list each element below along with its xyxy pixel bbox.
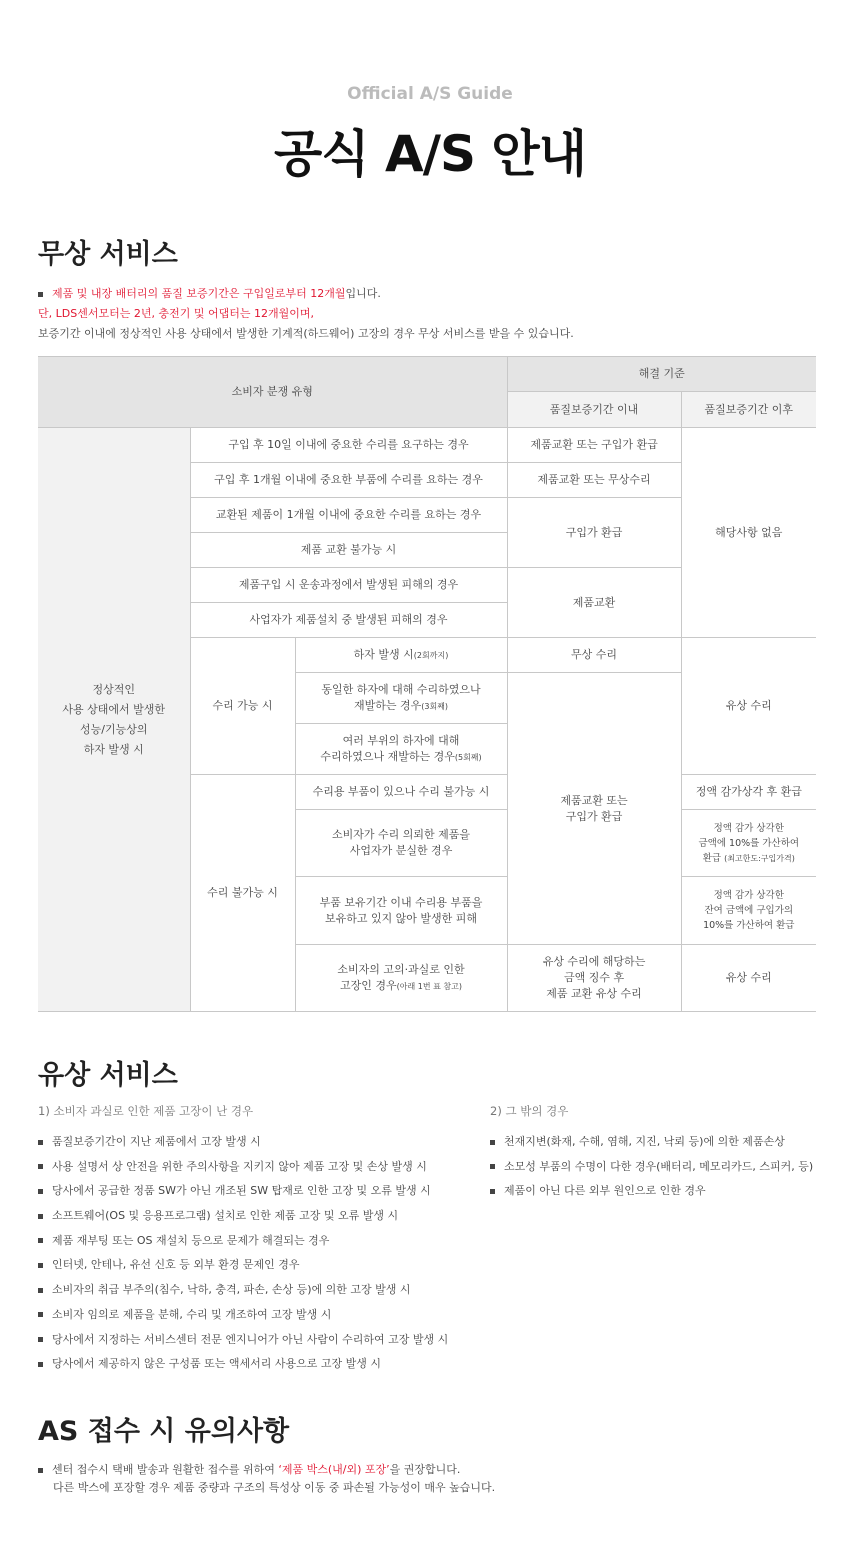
list-item: 제품 재부팅 또는 OS 재설치 등으로 문제가 해결되는 경우 bbox=[38, 1232, 448, 1257]
header-resolution: 해결 기준 bbox=[507, 357, 816, 392]
header-after: 품질보증기간 이후 bbox=[681, 392, 816, 428]
table-cell: 사업자가 제품설치 중 발생된 피해의 경우 bbox=[190, 603, 507, 638]
table-cell: 제품 교환 불가능 시 bbox=[190, 533, 507, 568]
table-cell: 제품교환 bbox=[507, 568, 681, 638]
bullet-icon bbox=[38, 1189, 43, 1194]
notice-heading: AS 접수 시 유의사항 bbox=[38, 1416, 290, 1447]
header-within: 품질보증기간 이내 bbox=[507, 392, 681, 428]
list-item: 당사에서 공급한 정품 SW가 아닌 개조된 SW 탑재로 인한 고장 및 오류 발생 시 bbox=[38, 1182, 448, 1207]
bullet-icon bbox=[38, 1468, 43, 1473]
table-cell: 교환된 제품이 1개월 이내에 중요한 수리를 요하는 경우 bbox=[190, 498, 507, 533]
table-cell: 정액 감가상각 후 환급 bbox=[681, 775, 816, 810]
table-cell: 제품구입 시 운송과정에서 발생된 피해의 경우 bbox=[190, 568, 507, 603]
table-cell: 구입가 환급 bbox=[507, 498, 681, 568]
header-type: 소비자 분쟁 유형 bbox=[38, 357, 507, 428]
bullet-icon bbox=[38, 1288, 43, 1293]
list-item: 당사에서 지정하는 서비스센터 전문 엔지니어가 아닌 사람이 수리하여 고장 발생 시 bbox=[38, 1331, 448, 1356]
table-cell: 정액 감가 상각한 금액에 10%를 가산하여 환급 (최고한도:구입가격) bbox=[681, 810, 816, 877]
page-title: 공식 A/S 안내 bbox=[274, 125, 586, 183]
table-cell: 정액 감가 상각한 잔여 금액에 구입가의 10%를 가산하여 환급 bbox=[681, 877, 816, 945]
bullet-icon bbox=[38, 1263, 43, 1268]
dispute-resolution-table bbox=[38, 356, 816, 1012]
paid-service-heading: 유상 서비스 bbox=[38, 1060, 178, 1091]
table-cell: 수리 불가능 시 bbox=[190, 775, 295, 1012]
page-subtitle: Official A/S Guide bbox=[347, 84, 513, 104]
table-cell: 제품교환 또는 무상수리 bbox=[507, 463, 681, 498]
list-item: 소비자의 취급 부주의(침수, 낙하, 충격, 파손, 손상 등)에 의한 고장 발생 시 bbox=[38, 1281, 448, 1306]
table-cell: 수리용 부품이 있으나 수리 불가능 시 bbox=[295, 775, 507, 810]
category-cell: 정상적인 사용 상태에서 발생한 성능/기능상의 하자 발생 시 bbox=[38, 428, 190, 1012]
list-item: 제품이 아닌 다른 외부 원인으로 인한 경우 bbox=[490, 1182, 813, 1207]
table-cell: 여러 부위의 하자에 대해 수리하였으나 재발하는 경우(5회째) bbox=[295, 724, 507, 775]
paid-list-consumer-fault bbox=[38, 1103, 448, 1380]
bullet-icon bbox=[38, 1238, 43, 1243]
table-cell: 제품교환 또는 구입가 환급 bbox=[507, 673, 681, 945]
table-cell: 무상 수리 bbox=[507, 638, 681, 673]
table-cell: 유상 수리 bbox=[681, 945, 816, 1012]
intro-text: 보증기간 이내에 정상적인 사용 상태에서 발생한 기계적(하드웨어) 고장의 경우 무상 서비스를 받을 수 있습니다. bbox=[38, 327, 574, 340]
list-heading: 2) 그 밖의 경우 bbox=[490, 1104, 569, 1118]
list-heading: 1) 소비자 과실로 인한 제품 고장이 난 경우 bbox=[38, 1104, 254, 1118]
list-item: 천재지변(화재, 수해, 염해, 지진, 낙뢰 등)에 의한 제품손상 bbox=[490, 1133, 813, 1158]
list-item: 소프트웨어(OS 및 응용프로그램) 설치로 인한 제품 고장 및 오류 발생 시 bbox=[38, 1207, 448, 1232]
list-item: 소비자 임의로 제품을 분해, 수리 및 개조하여 고장 발생 시 bbox=[38, 1306, 448, 1331]
table-cell: 제품교환 또는 구입가 환급 bbox=[507, 428, 681, 463]
table-cell: 소비자가 수리 의뢰한 제품을 사업자가 분실한 경우 bbox=[295, 810, 507, 877]
bullet-icon bbox=[38, 292, 43, 297]
list-item: 당사에서 제공하지 않은 구성품 또는 액세서리 사용으로 고장 발생 시 bbox=[38, 1355, 448, 1380]
warranty-exception: 단, LDS센서모터는 2년, 충전기 및 어댑터는 12개월이며, bbox=[38, 307, 314, 320]
table-cell: 유상 수리 bbox=[681, 638, 816, 775]
list-item: 사용 설명서 상 안전을 위한 주의사항을 지키지 않아 제품 고장 및 손상 발생 시 bbox=[38, 1158, 448, 1183]
table-cell: 수리 가능 시 bbox=[190, 638, 295, 775]
bullet-icon bbox=[38, 1214, 43, 1219]
table-cell: 구입 후 10일 이내에 중요한 수리를 요구하는 경우 bbox=[190, 428, 507, 463]
bullet-icon bbox=[490, 1189, 495, 1194]
bullet-icon bbox=[38, 1164, 43, 1169]
table-cell: 동일한 하자에 대해 수리하였으나 재발하는 경우(3회째) bbox=[295, 673, 507, 724]
bullet-icon bbox=[490, 1164, 495, 1169]
notice-text: 센터 접수시 택배 발송과 원활한 접수를 위하여 ‘제품 박스(내/외) 포장’을 권장합니다. 다른 박스에 포장할 경우 제품 중량과 구조의 특성상 이동 중 파손될 가능성이 매우 높습니다. bbox=[38, 1461, 495, 1497]
bullet-icon bbox=[38, 1362, 43, 1367]
warranty-period: 제품 및 내장 배터리의 품질 보증기간은 구입일로부터 12개월 bbox=[52, 287, 346, 300]
list-item: 인터넷, 안테나, 유선 신호 등 외부 환경 문제인 경우 bbox=[38, 1256, 448, 1281]
table-cell: 해당사항 없음 bbox=[681, 428, 816, 638]
free-service-heading: 무상 서비스 bbox=[38, 239, 178, 270]
table-cell: 구입 후 1개월 이내에 중요한 부품에 수리를 요하는 경우 bbox=[190, 463, 507, 498]
list-item: 품질보증기간이 지난 제품에서 고장 발생 시 bbox=[38, 1133, 448, 1158]
bullet-icon bbox=[490, 1140, 495, 1145]
table-cell: 부품 보유기간 이내 수리용 부품을 보유하고 있지 않아 발생한 피해 bbox=[295, 877, 507, 945]
table-cell: 유상 수리에 해당하는 금액 징수 후 제품 교환 유상 수리 bbox=[507, 945, 681, 1012]
list-item: 소모성 부품의 수명이 다한 경우(배터리, 메모리카드, 스피커, 등) bbox=[490, 1158, 813, 1183]
intro-text: 입니다. bbox=[345, 287, 381, 300]
table-cell: 하자 발생 시(2회까지) bbox=[295, 638, 507, 673]
table-cell: 소비자의 고의·과실로 인한 고장인 경우(아래 1번 표 참고) bbox=[295, 945, 507, 1012]
paid-list-other bbox=[490, 1103, 813, 1207]
bullet-icon bbox=[38, 1140, 43, 1145]
bullet-icon bbox=[38, 1337, 43, 1342]
bullet-icon bbox=[38, 1312, 43, 1317]
free-service-intro bbox=[38, 284, 574, 344]
